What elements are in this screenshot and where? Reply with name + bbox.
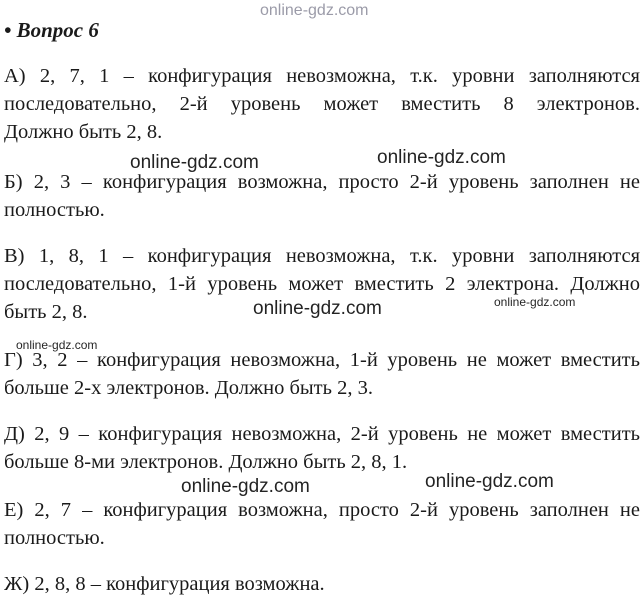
answer-b-line-2: полностью. [4, 199, 105, 221]
answer-a-line-1: А) 2, 7, 1 – конфигурация невозможна, т.к. уровни заполняются [4, 65, 640, 87]
answer-e [4, 496, 640, 552]
answer-zh-line-1: Ж) 2, 8, 8 – конфигурация возможна. [4, 573, 325, 595]
answer-d [4, 420, 640, 476]
answer-g-line-1: Г) 3, 2 – конфигурация невозможна, 1-й уровень не может вместить [4, 349, 640, 371]
answer-b-line-1: Б) 2, 3 – конфигурация возможна, просто 2-й уровень заполнен не [4, 171, 640, 193]
answer-zh [4, 570, 640, 598]
answer-d-line-2: больше 8-ми электронов. Должно быть 2, 8, 1. [4, 451, 408, 473]
answer-e-line-1: Е) 2, 7 – конфигурация возможна, просто 2-й уровень заполнен не [4, 499, 640, 521]
answer-v-line-1: В) 1, 8, 1 – конфигурация невозможна, т.к. уровни заполняются [4, 245, 640, 267]
answer-g [4, 346, 640, 402]
answer-g-line-2: больше 2-х электронов. Должно быть 2, 3. [4, 377, 373, 399]
answer-v-line-2: последовательно, 1-й уровень может вместить 2 электрона. Должно [4, 273, 640, 295]
answer-a-line-2: последовательно, 2-й уровень может вместить 8 электронов. [4, 93, 640, 115]
watermark-d: online-gdz.com [253, 298, 382, 319]
watermark-b: online-gdz.com [377, 147, 506, 168]
watermark-f: online-gdz.com [181, 476, 310, 497]
watermark-a: online-gdz.com [130, 152, 259, 173]
watermark-c: online-gdz.com [494, 295, 576, 309]
question-heading: • Вопрос 6 [4, 18, 99, 42]
answer-a-line-3: Должно быть 2, 8. [4, 121, 163, 143]
answer-a [4, 62, 640, 146]
watermark-top: online-gdz.com [260, 2, 369, 19]
answer-v-line-3: быть 2, 8. [4, 301, 88, 323]
watermark-e: online-gdz.com [16, 338, 98, 352]
answer-b [4, 168, 640, 224]
answer-d-line-1: Д) 2, 9 – конфигурация невозможна, 2-й уровень не может вместить [4, 423, 640, 445]
answer-e-line-2: полностью. [4, 527, 105, 549]
watermark-g: online-gdz.com [425, 471, 554, 492]
